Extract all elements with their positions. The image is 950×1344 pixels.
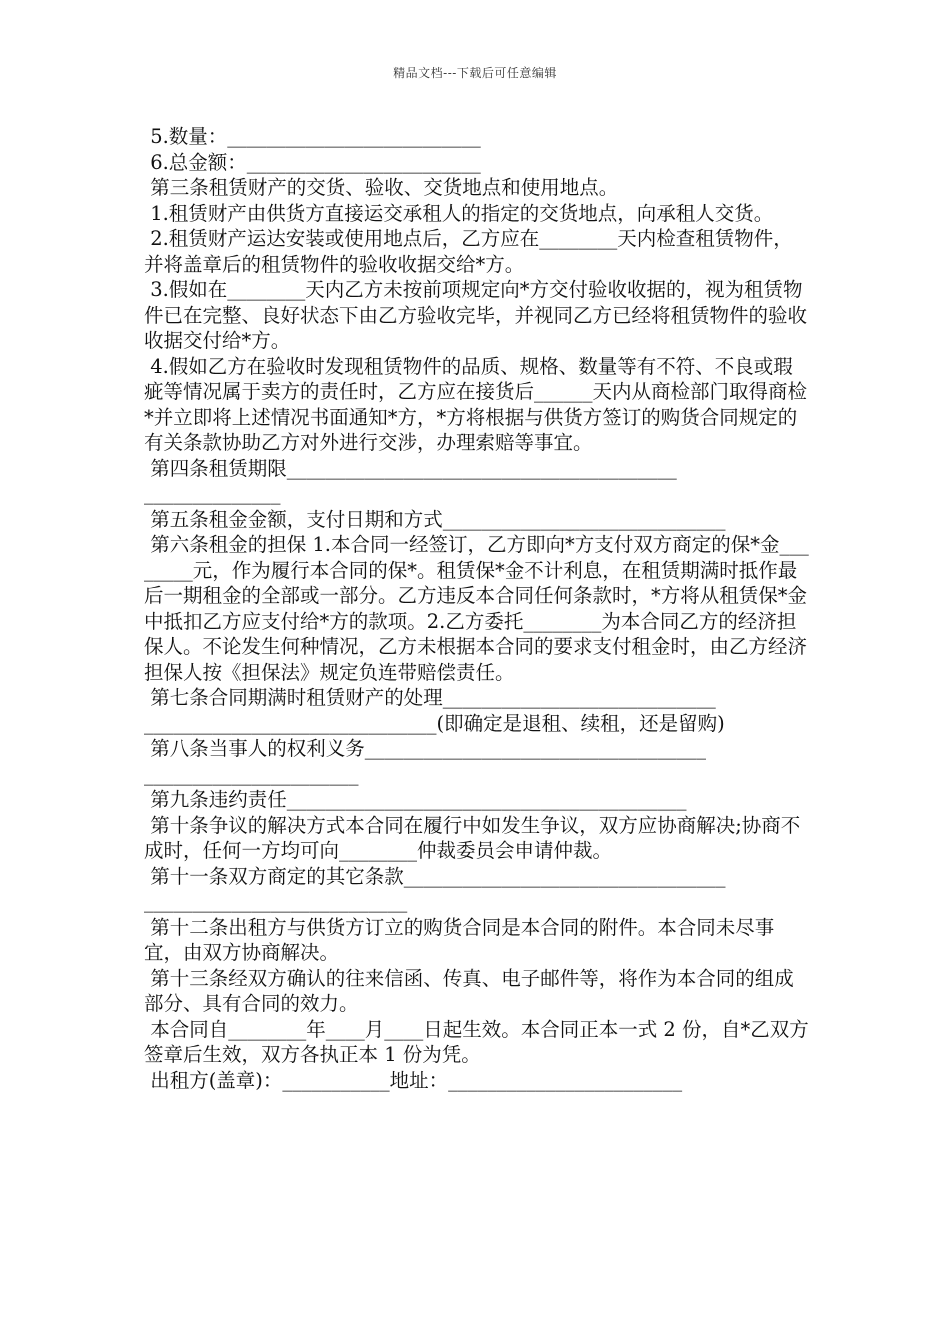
clause-quantity: 5.数量：__________________________	[144, 125, 481, 148]
article-3-heading: 第三条租赁财产的交货、验收、交货地点和使用地点。	[144, 176, 619, 199]
clause-total-amount: 6.总金额：________________________	[144, 150, 481, 174]
page-header: 精品文档---下载后可任意编辑	[393, 66, 557, 80]
article-7-continuation: ______________________________(即确定是退租、续租，还是留购)	[144, 711, 725, 735]
article-11-blank-line: ___________________________	[144, 890, 408, 913]
effective-date-clause: 本合同自________年____月____日起生效。本合同正本一式 2 份，自*乙双方签章后生效，双方各执正本 1 份为凭。	[144, 1017, 809, 1066]
article-12-annex: 第十二条出租方与供货方订立的购货合同是本合同的附件。本合同未尽事宜，由双方协商解决。	[144, 915, 775, 964]
article-13-correspondence: 第十三条经双方确认的往来信函、传真、电子邮件等，将作为本合同的组成部分、具有合同的效力。	[144, 966, 794, 1015]
article-9-liability: 第九条违约责任_________________________________________	[144, 788, 687, 811]
article-10-dispute: 第十条争议的解决方式本合同在履行中如发生争议，双方应协商解决;协商不成时，任何一方均可向________仲裁委员会申请仲裁。	[144, 813, 801, 862]
article-3-item-4: 4.假如乙方在验收时发现租赁物件的品质、规格、数量等有不符、不良或瑕疵等情况属于卖方的责任时，乙方应在接货后______天内从商检部门取得商检*并立即将上述情况书面通知*方，*方将根据与供货方签订的购货合同规定的有关条款协助乙方对外进行交涉，办理索赔等事宜。	[144, 354, 808, 454]
lessor-signature-line: 出租方(盖章)：___________地址：________________________	[144, 1068, 683, 1092]
article-8-blank-line: ______________________	[144, 762, 359, 786]
article-6-guarantee: 第六条租金的担保 1.本合同一经签订，乙方即向*方支付双方商定的保*金________元，作为履行本合同的保*。租赁保*金不计利息，在租赁期满时抵作最后一期租金的全部或一部分。乙方违反本合同任何条款时，*方将从租赁保*金中抵扣乙方应支付给*方的款项。2.乙方委托________为本合同乙方的经济担保人。不论发生何种情况，乙方未根据本合同的要求支付租金时，由乙方经济担保人按《担保法》规定负连带赔偿责任。	[144, 533, 809, 684]
article-3-item-2: 2.租赁财产运达安装或使用地点后，乙方应在________天内检查租赁物件，并将盖章后的租赁物件的验收收据交给*方。	[144, 227, 793, 276]
article-5-rent: 第五条租金金额，支付日期和方式_____________________________	[144, 507, 726, 531]
article-3-item-1: 1.租赁财产由供货方直接运交承租人的指定的交货地点，向承租人交货。	[144, 201, 774, 225]
contract-body	[144, 124, 810, 1093]
article-7-expiry: 第七条合同期满时租赁财产的处理____________________________	[144, 686, 716, 709]
article-8-rights: 第八条当事人的权利义务___________________________________	[144, 737, 706, 760]
article-3-item-3: 3.假如在________天内乙方未按前项规定向*方交付验收收据的，视为租赁物件已在完整、良好状态下由乙方验收完毕，并视同乙方已经将租赁物件的验收收据交付给*方。	[144, 278, 808, 352]
article-11-other-terms: 第十一条双方商定的其它条款_________________________________	[144, 864, 726, 888]
article-4-blank-line: ______________	[144, 482, 281, 505]
article-4-lease-term: 第四条租赁期限________________________________________	[144, 456, 677, 480]
